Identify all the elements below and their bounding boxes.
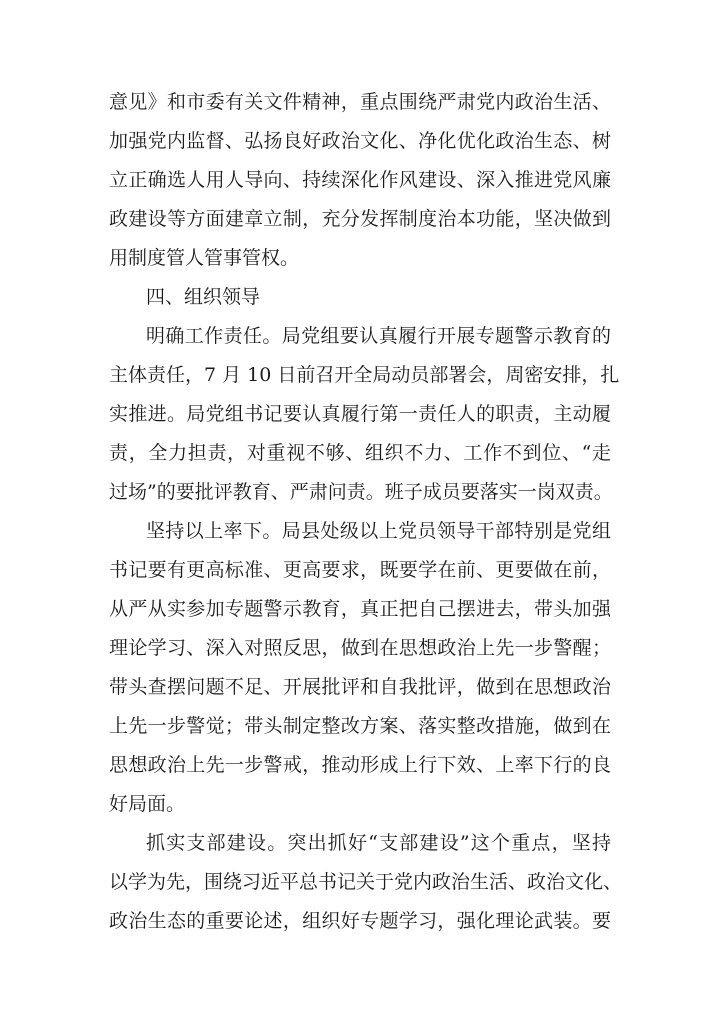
- paragraph-line: 加强党内监督、弘扬良好政治文化、净化优化政治生态、树: [109, 130, 611, 152]
- paragraph-line: 责，全力担责，对重视不够、组织不力、工作不到位、“走: [109, 442, 611, 464]
- paragraph-line: 理论学习、深入对照反思，做到在思想政治上先一步警醒；: [109, 637, 611, 659]
- paragraph-line: 从严从实参加专题警示教育，真正把自己摆进去，带头加强: [109, 598, 611, 620]
- paragraph-line: 主体责任，7 月 10 日前召开全局动员部署会，周密安排，扎: [109, 364, 620, 386]
- paragraph-line: 明确工作责任。局党组要认真履行开展专题警示教育的: [146, 325, 611, 347]
- paragraph-line: 以学为先，围绕习近平总书记关于党内政治生活、政治文化、: [109, 871, 623, 893]
- paragraph-line: 立正确选人用人导向、持续深化作风建设、深入推进党风廉: [109, 169, 611, 191]
- paragraph-line: 书记要有更高标准、更高要求，既要学在前、更要做在前，: [109, 559, 611, 581]
- paragraph-line: 政建设等方面建章立制，充分发挥制度治本功能，坚决做到: [109, 208, 611, 230]
- section-heading: 四、组织领导: [146, 286, 261, 308]
- paragraph-line: 意见》和市委有关文件精神，重点围绕严肃党内政治生活、: [109, 91, 611, 113]
- paragraph-line: 好局面。: [109, 793, 186, 815]
- paragraph-line: 政治生态的重要论述，组织好专题学习，强化理论武装。要: [109, 910, 611, 932]
- paragraph-line: 坚持以上率下。局县处级以上党员领导干部特别是党组: [146, 520, 611, 542]
- paragraph-line: 带头查摆问题不足、开展批评和自我批评，做到在思想政治: [109, 676, 611, 698]
- paragraph-line: 抓实支部建设。突出抓好“支部建设”这个重点，坚持: [146, 832, 611, 854]
- paragraph-line: 思想政治上先一步警戒，推动形成上行下效、上率下行的良: [109, 754, 611, 776]
- paragraph-line: 实推进。局党组书记要认真履行第一责任人的职责，主动履: [109, 403, 611, 425]
- paragraph-line: 上先一步警觉；带头制定整改方案、落实整改措施，做到在: [109, 715, 611, 737]
- paragraph-line: 用制度管人管事管权。: [109, 247, 300, 269]
- paragraph-line: 过场”的要批评教育、严肃问责。班子成员要落实一岗双责。: [109, 481, 613, 503]
